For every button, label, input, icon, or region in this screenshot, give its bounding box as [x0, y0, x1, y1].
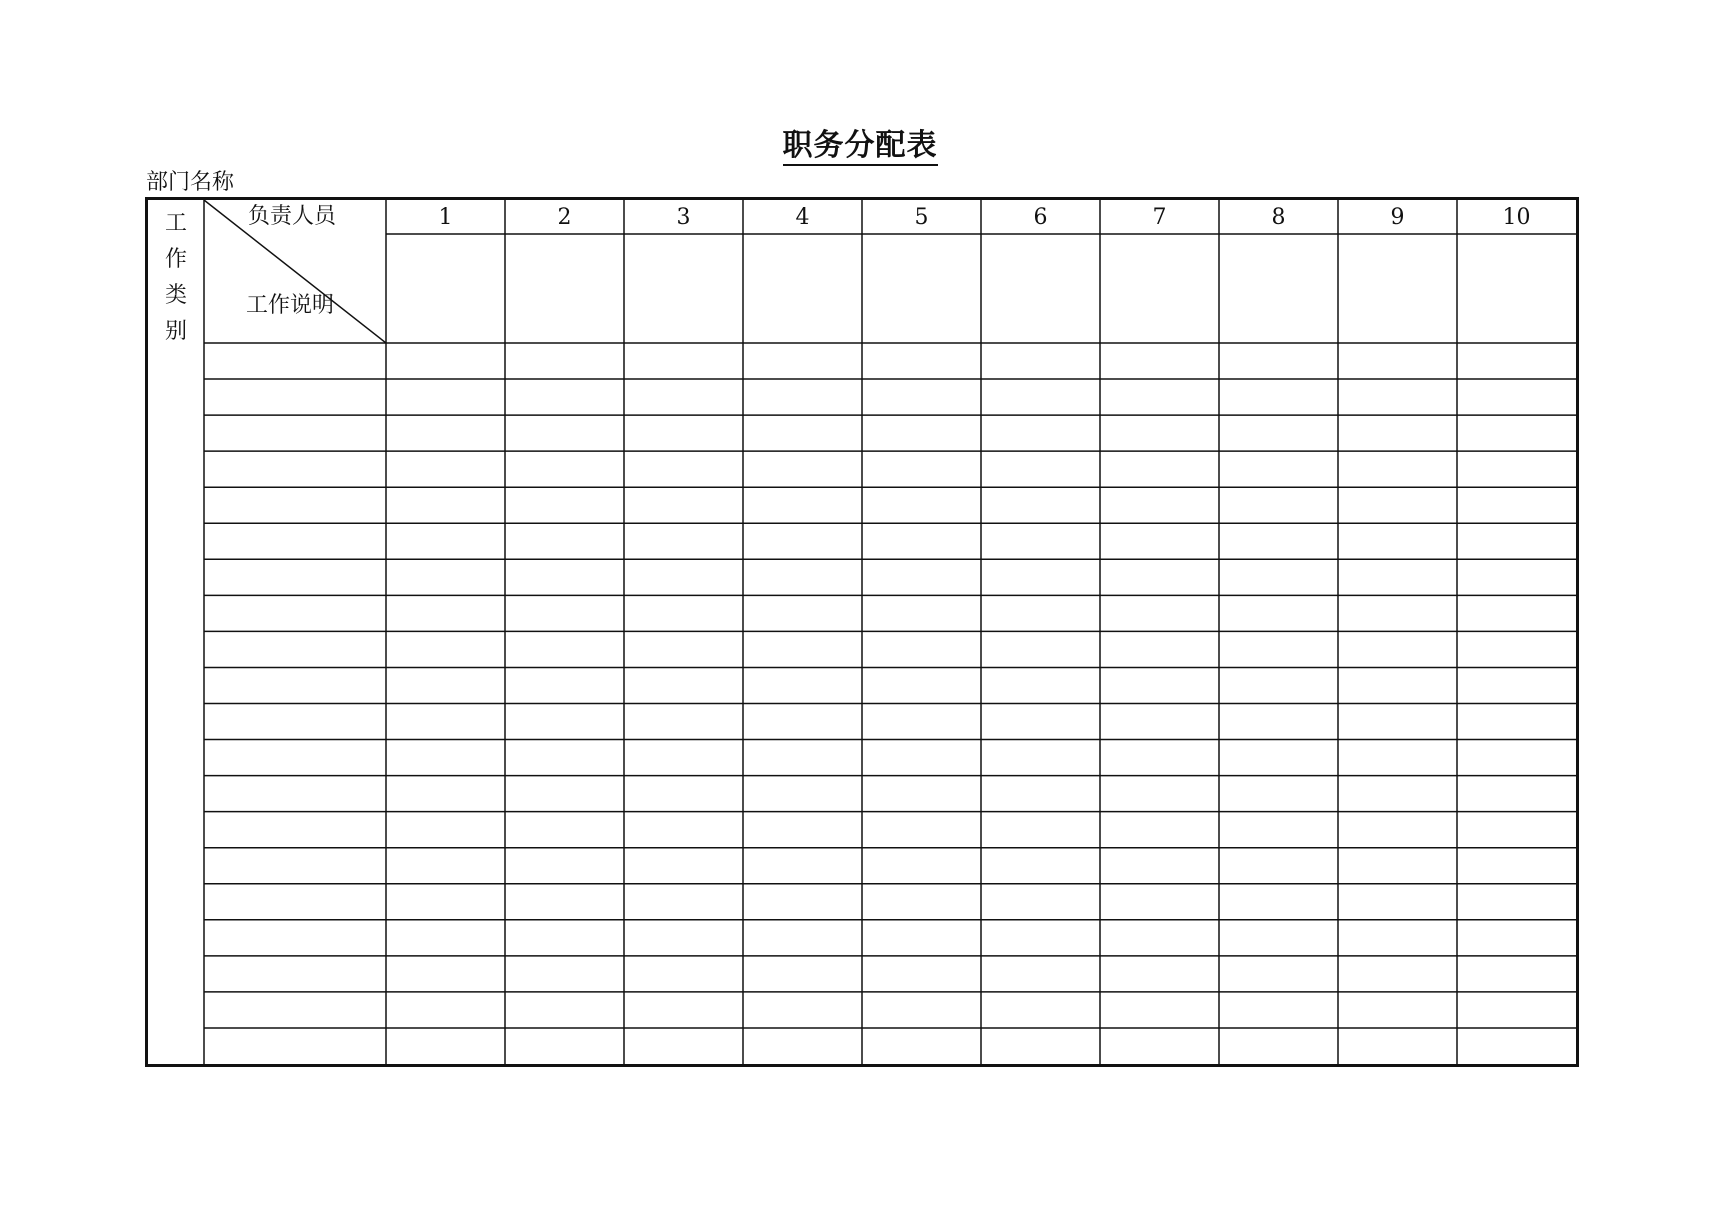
- column-number-2: 2: [557, 204, 572, 230]
- document-title-text: 职务分配表: [783, 128, 938, 166]
- work-category-char-4: 别: [164, 319, 187, 344]
- column-number-7: 7: [1152, 204, 1167, 230]
- column-number-8: 8: [1271, 204, 1286, 230]
- column-number-10: 10: [1502, 204, 1531, 230]
- responsible-person-label: 负责人员: [248, 204, 337, 229]
- column-number-1: 1: [438, 204, 453, 230]
- column-number-4: 4: [795, 204, 810, 230]
- work-description-label: 工作说明: [246, 293, 335, 318]
- work-category-char-3: 类: [164, 283, 187, 308]
- column-number-9: 9: [1390, 204, 1405, 230]
- column-number-3: 3: [676, 204, 691, 230]
- column-number-5: 5: [914, 204, 929, 230]
- work-category-char-1: 工: [164, 211, 187, 236]
- department-label: 部门名称: [146, 170, 235, 195]
- document-title: [0, 120, 1720, 164]
- table-grid: [148, 200, 1576, 1064]
- column-number-6: 6: [1033, 204, 1048, 230]
- work-category-header: [148, 200, 204, 350]
- work-category-char-2: 作: [164, 247, 187, 272]
- assignment-table: [145, 197, 1579, 1067]
